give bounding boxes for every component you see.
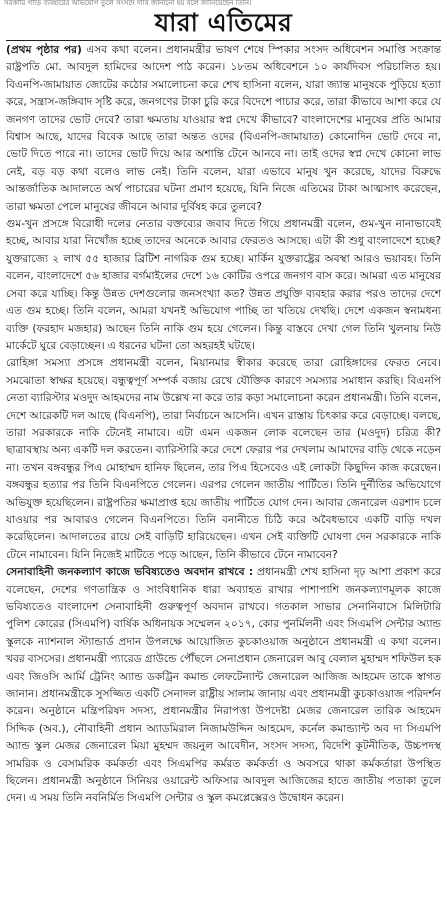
article-body: [6, 42, 441, 895]
continuation-label: (প্রথম পৃষ্ঠার পর): [6, 44, 82, 56]
paragraph-4-text: প্রধানমন্ত্রী শেখ হাসিনা দৃঢ় আশা প্রকাশ করে বলেছেন, দেশের গণতান্ত্রিক ও সাংবিধানিক ধারা অব্যাহত রাখার পাশাপাশি জনকল্যাণমূলক কাজে ভবিষ্যতেও বাংলাদেশ সেনাবাহিনী গুরুত্বপূর্ণ অবদান রাখবে। গতকাল সাভার সেনানিবাসে মিলিটারি পুলিশ কোরের (সিএমপি) বার্ষিক অধিনায়ক সম্মেলন ২০১৭, কোর পুনর্মিলনী এবং সিএমপি সেন্টার অ্যান্ড স্কুলকে ন্যাশনাল স্ট্যান্ডার্ড প্রদান উপলক্ষে আয়োজিত কুচকাওয়াজ অনুষ্ঠানে প্রধানমন্ত্রী এ কথা বলেন। খবর বাসসের। প্রধানমন্ত্রী প্যারেড গ্রাউন্ডে পৌঁছলে সেনাপ্রধান জেনারেল আবু বেলাল মুহাম্মদ শফিউল হক এবং জিওসি আর্মি ট্রেনিং অ্যান্ড ডকট্রিন কমান্ড লেফটেন্যান্ট জেনারেল আজিজ আহমেদ তাকে স্বাগত জানান। প্রধানমন্ত্রীকে সুসজ্জিত একটি সেনাদল রাষ্ট্রীয় সালাম জানায় এবং প্রধানমন্ত্রী কুচকাওয়াজ পরিদর্শন করেন। অনুষ্ঠানে মন্ত্রিপরিষদ সদস্য, প্রধানমন্ত্রীর নিরাপত্তা উপদেষ্টা মেজর জেনারেল তারিক আহমেদ সিদ্দিক (অব.), নৌবাহিনী প্রধান অ্যাডমিরাল নিজামউদ্দিন আহমেদ, কর্নেল কমান্ড্যান্ট অব দ্য সিএমপি অ্যান্ড স্কুল মেজর জেনারেল মিয়া মুহম্মদ জয়নুল আবেদীন, সংসদ সদস্য, বিদেশি কূটনীতিক, উচ্চপদস্থ সামরিক ও বেসামরিক কর্মকর্তা এবং সিএমপির কর্মরত কর্মকর্তা ও অবসরে থাকা কর্মকর্তারা উপস্থিত ছিলেন। প্রধানমন্ত্রী অনুষ্ঠানে সিনিয়র ওয়ারেন্ট অফিসার আবদুল আজিজের হাতে জাতীয় পতাকা তুলে দেন। এ সময় তিনি নবনির্মিত সিএমপি সেন্টার ও স্কুল কমপ্লেক্সেরও উদ্বোধন করেন।: [6, 566, 441, 805]
paragraph-3: রোহিঙ্গা সমস্যা প্রসঙ্গে প্রধানমন্ত্রী বলেন, মিয়ানমার স্বীকার করেছে তারা রোহিঙ্গাদের ফেরত নেবে। সমঝোতা স্বাক্ষর হয়েছে। বন্ধুত্বপূর্ণ সম্পর্ক বজায় রেখে যৌক্তিক কারণে সমস্যার সমাধান করছি। বিএনপি নেতা ব্যারিস্টার মওদুদ আহমদের নাম উল্লেখ না করে তার কড়া সমালোচনা করেন প্রধানমন্ত্রী। তিনি বলেন, দেশে আরেকটি দল আছে (বিএনপি), তারা নির্বাচনে আসেনি। এখন রাস্তায় চিৎকার করে বেড়াচ্ছে। বলছে, তারা সরকারকে নাকি টেনেই নামাবে। এটা এমন একজন লোক বলেছেন তার (মওদুদ) চরিত্র কী? ছাত্রাবস্থায় অন্য একটি দল করতেন। ব্যারিস্টারি করে দেশে ফেরার পর দেখলাম আমাদের বাড়ি থেকে নড়েন না। তখন বঙ্গবন্ধুর পিএ মোহাম্মদ হানিফ ছিলেন, তার পিএ হিসেবেও এই লোকটা কিছুদিন কাজ করেছেন। বঙ্গবন্ধুর হত্যার পর তিনি বিএনপিতে গেলেন। এরপর গেলেন জাতীয় পার্টিতে। তিনি দুর্নীতির অভিযোগে অভিযুক্ত হয়েছিলেন। রাষ্ট্রপতির ক্ষমাপ্রাপ্ত হয়ে জাতীয় পার্টিতে যোগ দেন। আবার জেনারেল এরশাদ চলে যাওয়ার পর আবারও গেলেন বিএনপিতে। তিনি বনানীতে চিঠি করে অবৈধভাবে একটি বাড়ি দখল করেছিলেন। আদালতের রায়ে সেই বাড়িটি হারিয়েছেন। এখন সেই ব্যক্তিটি ঘোষণা দেন সরকারকে নাকি টেনে নামাবেন। যিনি নিজেই মাটিতে পড়ে আছেন, তিনি কীভাবে টেনে নামাবেন?: [6, 357, 441, 561]
headline-rule: [6, 40, 441, 41]
paragraph-1-text: এসব কথা বলেন। প্রধানমন্ত্রীর ভাষণ শেষে স্পিকার সংসদ অধিবেশন সমাপ্তি সংক্রান্ত রাষ্ট্রপতি মো. আবদুল হামিদের আদেশ পাঠ করেন। ১৮তম অধিবেশনে ১০ কার্যদিবস পরিচালিত হয়। বিএনপি-জামায়াত জোটের কঠোর সমালোচনা করে শেখ হাসিনা বলেন, যারা জ্যান্ত মানুষকে পুড়িয়ে হত্যা করে, সন্ত্রাস-জঙ্গিবাদ সৃষ্টি করে, জনগণের টাকা চুরি করে বিদেশে পাচার করে, তারা কীভাবে আশা করে যে জনগণ তাদের ভোট দেবে? তারা ক্ষমতায় যাওয়ার স্বপ্ন দেখে কীভাবে? বাংলাদেশের মানুষের প্রতি আমার বিশ্বাস আছে, যাদের বিবেক আছে তারা অন্তত ওদের (বিএনপি-জামায়াত) কোনোদিন ভোট দেবে না, ভোট দিতে পারে না। তাদের ভোট দিয়ে আর অশান্তি টেনে আনবে না। তাই ওদের স্বপ্ন দেখে কোনো লাভ নেই, বড় বড় কথা বলেও লাভ নেই। তিনি বলেন, যারা এভাবে মানুষ খুন করেছে, যাদের বিরুদ্ধে আন্তর্জাতিক আদালতে অর্থ পাচারের ঘটনা প্রমাণ হয়েছে, যিনি নিজে এতিমের টাকা আত্মসাৎ করেছেন, তারা ক্ষমতা পেলে মানুষের জীবনে আবার দুর্বিষহ করে তুলবে?: [6, 44, 441, 213]
paragraph-1: [6, 42, 441, 216]
paragraph-4: [6, 564, 441, 808]
headline: যারা এতিমের: [154, 8, 293, 37]
subheading: সেনাবাহিনী জনকল্যাণ কাজে ভবিষ্যতেও অবদান রাখবে :: [6, 566, 254, 579]
paragraph-2: গুম-খুন প্রসঙ্গে বিরোধী দলের নেতার বক্তব্যের জবাব দিতে গিয়ে প্রধানমন্ত্রী বলেন, গুম-খুন নানাভাবেই হচ্ছে, আবার যারা নিখোঁজ হচ্ছে তাদের অনেকে আবার ফেরতও আসছে। এটা কী শুধু বাংলাদেশে হচ্ছে? যুক্তরাজ্যে ২ লাখ ৫৫ হাজার ব্রিটিশ নাগরিক গুম হচ্ছে। মার্কিন যুক্তরাষ্ট্রের অবস্থা আরও ভয়াবহ। তিনি বলেন, বাংলাদেশে ৫৬ হাজার বর্গমাইলের দেশে ১৬ কোটির ওপরে জনগণ বাস করে। আমরা এত মানুষের সেবা করে যাচ্ছি। কিন্তু উন্নত দেশগুলোর জনসংখ্যা কত? উন্নত প্রযুক্তি ব্যবহার করার পরও তাদের দেশে এত গুম হচ্ছে। তিনি বলেন, আমরা যখনই অভিযোগ পাচ্ছি তা খতিয়ে দেখছি। দেশে একজন স্বনামধন্য ব্যক্তি (ফরহাদ মজহার) আছেন তিনি নাকি গুম হয়ে গেলেন। কিন্তু বাস্তবে দেখা গেল তিনি খুলনায় নিউ মার্কেটে ঘুরে বেড়াচ্ছেন। এ ধরনের ঘটনা তো অহরহই ঘটছে।: [6, 218, 441, 352]
previous-article-strip: সরকারি গাড়ি ব্যবহারের অভিযোগ তুলে সংসদে দাবি জানানো হয় বলে জানিয়েছেন তিনি।: [4, 0, 252, 7]
